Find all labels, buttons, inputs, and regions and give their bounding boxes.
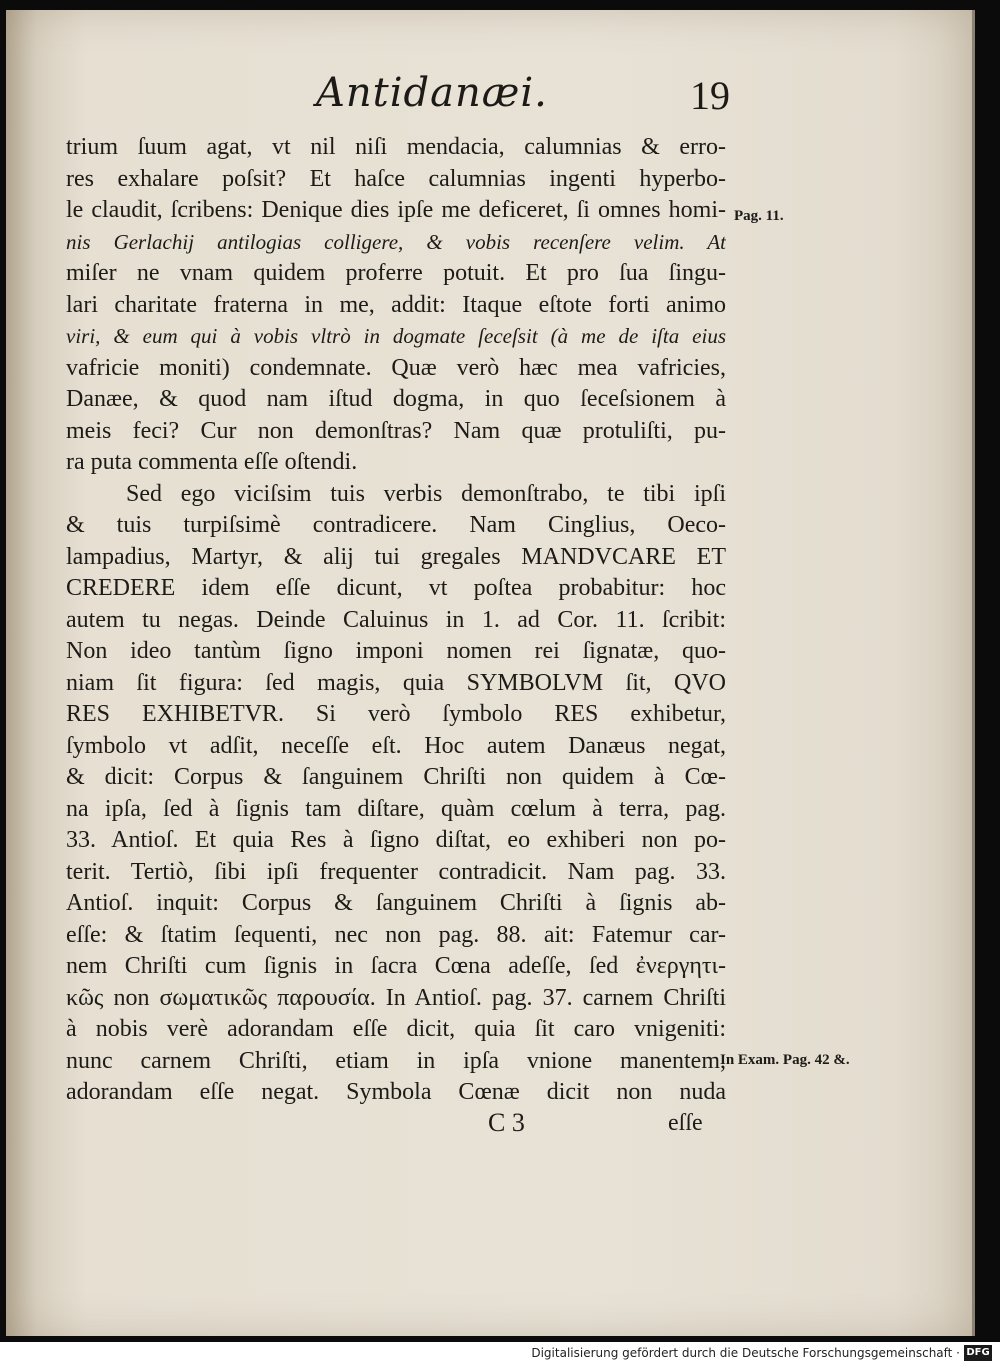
text-line: nunc carnem Chriſti, etiam in ipſa vnione manentem, [66,1047,726,1074]
text-line: CREDERE idem eſſe dicunt, vt poſtea probabitur: hoc [66,575,726,601]
text-line: Non ideo tantùm ſigno imponi nomen rei ſignatæ, quo- [66,638,726,664]
text-line: ra puta commenta eſſe oſtendi. [66,449,358,475]
text-line: ſymbolo vt adſit, neceſſe eſt. Hoc autem Danæus negat, [66,732,726,759]
text-line: lari charitate fraterna in me, addit: Itaque eſtote forti animo [66,291,726,318]
funding-credit: Digitalisierung gefördert durch die Deutsche Forschungsgemeinschaft · [531,1346,960,1360]
text-line: miſer ne vnam quidem proferre potuit. Et pro ſua ſingu- [66,260,726,286]
text-line: autem tu negas. Deinde Caluinus in 1. ad Cor. 11. ſcribit: [66,606,726,633]
text-line: RES EXHIBETVR. Si verò ſymbolo RES exhibetur, [66,701,726,727]
text-line: niam ſit figura: ſed magis, quia SYMBOLVM ſit, QVO [66,669,726,696]
text-line: meis feci? Cur non demonſtras? Nam quæ protuliſti, pu- [66,417,726,444]
text-line: adorandam eſſe negat. Symbola Cœnæ dicit non nuda [66,1079,726,1105]
text-line: na ipſa, ſed à ſignis tam diſtare, quàm cœlum à terra, pag. [66,795,726,822]
dfg-logo: DFG [964,1345,992,1361]
signature-mark: C 3 [488,1108,525,1137]
book-page [6,10,975,1336]
margin-note: In Exam. Pag. 42 &. [720,1052,850,1068]
text-line: viri, & eum qui à vobis vltrò in dogmate ſeceſsit (à me de iſta eius [66,324,726,348]
page-number: 19 [690,73,730,118]
text-line: nem Chriſti cum ſignis in ſacra Cœna adeſſe, ſed ἐνεργητι- [66,953,726,979]
text-line: Danæe, & quod nam iſtud dogma, in quo ſeceſsionem à [66,386,726,412]
text-line: vafricie moniti) condemnate. Quæ verò hæc mea vafricies, [66,354,726,381]
text-line: 33. Antioſ. Et quia Res à ſigno diſtat, eo exhiberi non po- [66,827,726,853]
digitization-footer [0,1342,1000,1366]
text-line: nis Gerlachij antilogias colligere, & vobis recenſere velim. At [66,229,726,254]
running-title: Antidanæi. [316,70,548,116]
margin-note: Pag. 11. [734,208,784,224]
text-line: Sed ego viciſsim tuis verbis demonſtrabo, te tibi ipſi [126,480,726,507]
text-line: & dicit: Corpus & ſanguinem Chriſti non quidem à Cœ- [66,764,726,790]
text-line: κῶς non σωματικῶς παρουσία. In Antioſ. pag. 37. carnem Chriſti [66,984,726,1011]
text-line: à nobis verè adorandam eſſe dicit, quia ſit caro vnigeniti: [66,1016,726,1042]
text-line: terit. Tertiò, ſibi ipſi frequenter contradicit. Nam pag. 33. [66,858,726,885]
text-body [66,132,726,1109]
text-line: le claudit, ſcribens: Denique dies ipſe me deficeret, ſi omnes homi- [66,197,726,223]
text-line: Antioſ. inquit: Corpus & ſanguinem Chriſti à ſignis ab- [66,890,726,916]
text-line: eſſe: & ſtatim ſequenti, nec non pag. 88. ait: Fatemur car- [66,921,726,948]
catchword: eſſe [668,1110,703,1136]
text-line: res exhalare poſsit? Et haſce calumnias ingenti hyperbo- [66,165,726,192]
text-line: & tuis turpiſsimè contradicere. Nam Cinglius, Oeco- [66,512,726,538]
text-line: trium ſuum agat, vt nil niſi mendacia, calumnias & erro- [66,134,726,160]
text-line: lampadius, Martyr, & alij tui gregales MANDVCARE ET [66,543,726,570]
